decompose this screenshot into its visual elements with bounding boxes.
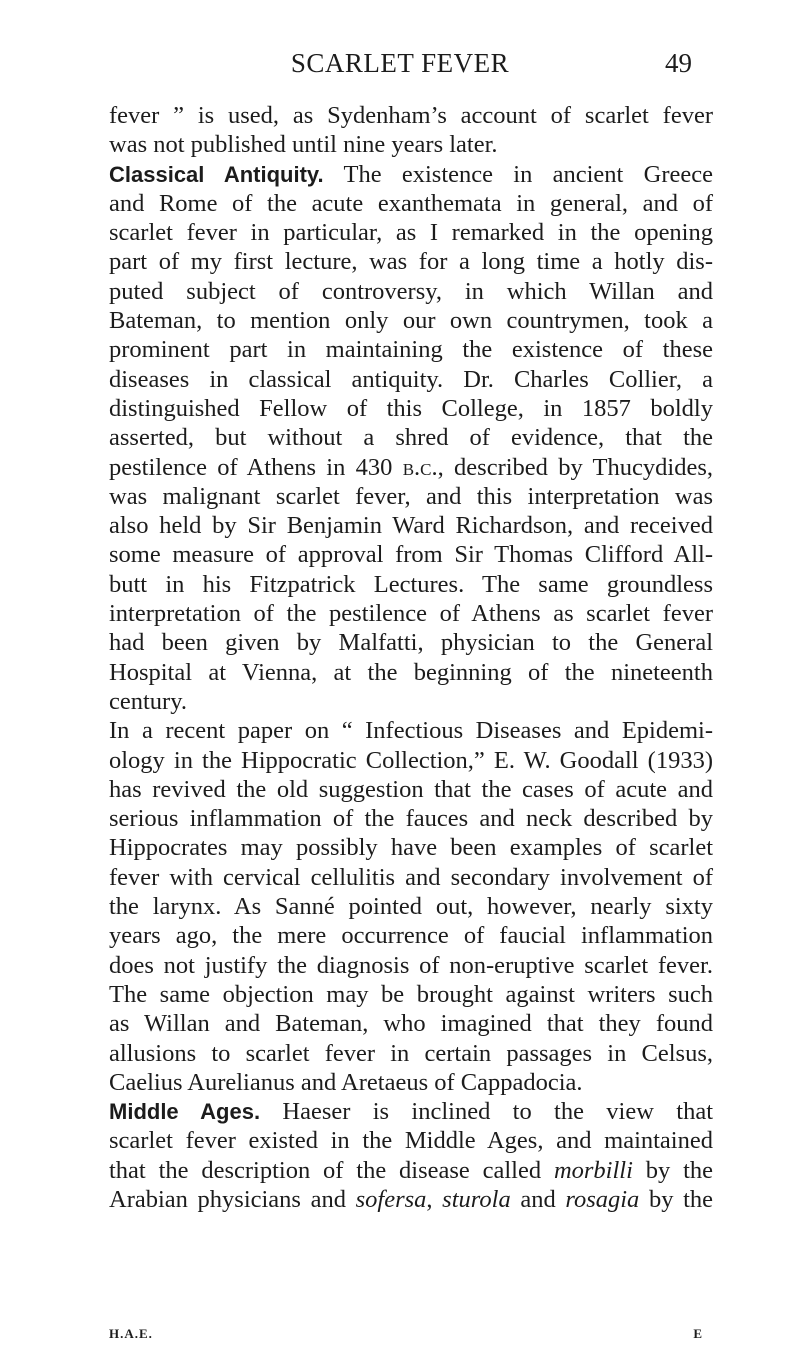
text-line: In a recent paper on “ Infectious Diseases and Epidemi- [109, 717, 713, 745]
text-line: Bateman, to mention only our own countrymen, took a [109, 307, 713, 335]
text-line: The same objection may be brought against writers such [109, 980, 713, 1008]
term-morbilli: morbilli [553, 1156, 633, 1184]
text-line: scarlet fever existed in the Middle Ages, and maintained [109, 1127, 713, 1155]
text-line: was not published until nine years later. [109, 131, 498, 159]
text-line: part of my first lecture, was for a long time a hotly dis- [109, 248, 713, 276]
text-line: Classical Antiquity. The existence in ancient Greece [109, 160, 713, 188]
text-line: diseases in classical antiquity. Dr. Charles Collier, a [109, 365, 713, 393]
text-line: Hippocrates may possibly have been examples of scarlet [109, 834, 713, 862]
running-title: SCARLET FEVER [290, 48, 510, 78]
text-line: years ago, the mere occurrence of faucial inflammation [109, 922, 713, 950]
body-text [109, 101, 713, 1214]
page-header [0, 48, 800, 88]
text-line: has revived the old suggestion that the cases of acute and [109, 775, 713, 803]
text-line: as Willan and Bateman, who imagined that they found [109, 1010, 713, 1038]
subheading-middle-ages: Middle Ages. [109, 1099, 261, 1125]
text-line: century. [109, 687, 187, 715]
text-line: fever ” is used, as Sydenham’s account of scarlet fever [109, 102, 713, 129]
text-line: interpretation of the pestilence of Athens as scarlet fever [109, 600, 713, 628]
text-line: puted subject of controversy, in which Willan and [109, 277, 713, 305]
text-line: allusions to scarlet fever in certain passages in Celsus, [109, 1039, 713, 1067]
term-sturola: sturola [442, 1185, 511, 1213]
text-line: Hospital at Vienna, at the beginning of the nineteenth [109, 658, 713, 686]
bc-abbreviation: b.c. [402, 453, 438, 481]
page-number: 49 [665, 48, 692, 78]
text-line: Middle Ages. Haeser is inclined to the view that [109, 1098, 713, 1126]
text-line: does not justify the diagnosis of non-eruptive scarlet fever. [109, 951, 713, 979]
text-line: that the description of the disease called morbilli by the [109, 1156, 714, 1184]
text-line: was malignant scarlet fever, and this interpretation was [109, 482, 713, 510]
signature-letter: E [693, 1326, 703, 1341]
text-line: butt in his Fitzpatrick Lectures. The same groundless [109, 570, 713, 598]
text-line: ology in the Hippocratic Collection,” E. W. Goodall (1933) [109, 746, 713, 774]
text-line: Arabian physicians and sofersa, sturola and rosagia by the [109, 1185, 714, 1213]
term-sofersa: sofersa [355, 1185, 427, 1213]
subheading-classical-antiquity: Classical Antiquity. [109, 161, 324, 187]
text-line: distinguished Fellow of this College, in 1857 boldly [109, 394, 713, 422]
text-line: and Rome of the acute exanthemata in general, and of [109, 189, 713, 217]
text-line: had been given by Malfatti, physician to the General [109, 629, 713, 657]
text-line: Caelius Aurelianus and Aretaeus of Cappadocia. [109, 1068, 583, 1096]
text-line: asserted, but without a shred of evidence, that the [109, 424, 713, 452]
text-line: pestilence of Athens in 430 b.c., described by Thucydides, [109, 453, 713, 481]
text-line: some measure of approval from Sir Thomas Clifford All- [109, 541, 713, 569]
text-line: also held by Sir Benjamin Ward Richardson, and received [109, 512, 713, 540]
page-footer [109, 1326, 713, 1346]
text-line: the larynx. As Sanné pointed out, however, nearly sixty [109, 893, 713, 921]
text-line: fever with cervical cellulitis and secondary involvement of [109, 863, 713, 891]
text-line: serious inflammation of the fauces and neck described by [109, 805, 713, 833]
text-line: prominent part in maintaining the existence of these [109, 336, 713, 364]
signature-mark: H.A.E. [109, 1326, 153, 1341]
text-line: scarlet fever in particular, as I remarked in the opening [109, 219, 713, 247]
term-rosagia: rosagia [565, 1185, 640, 1213]
